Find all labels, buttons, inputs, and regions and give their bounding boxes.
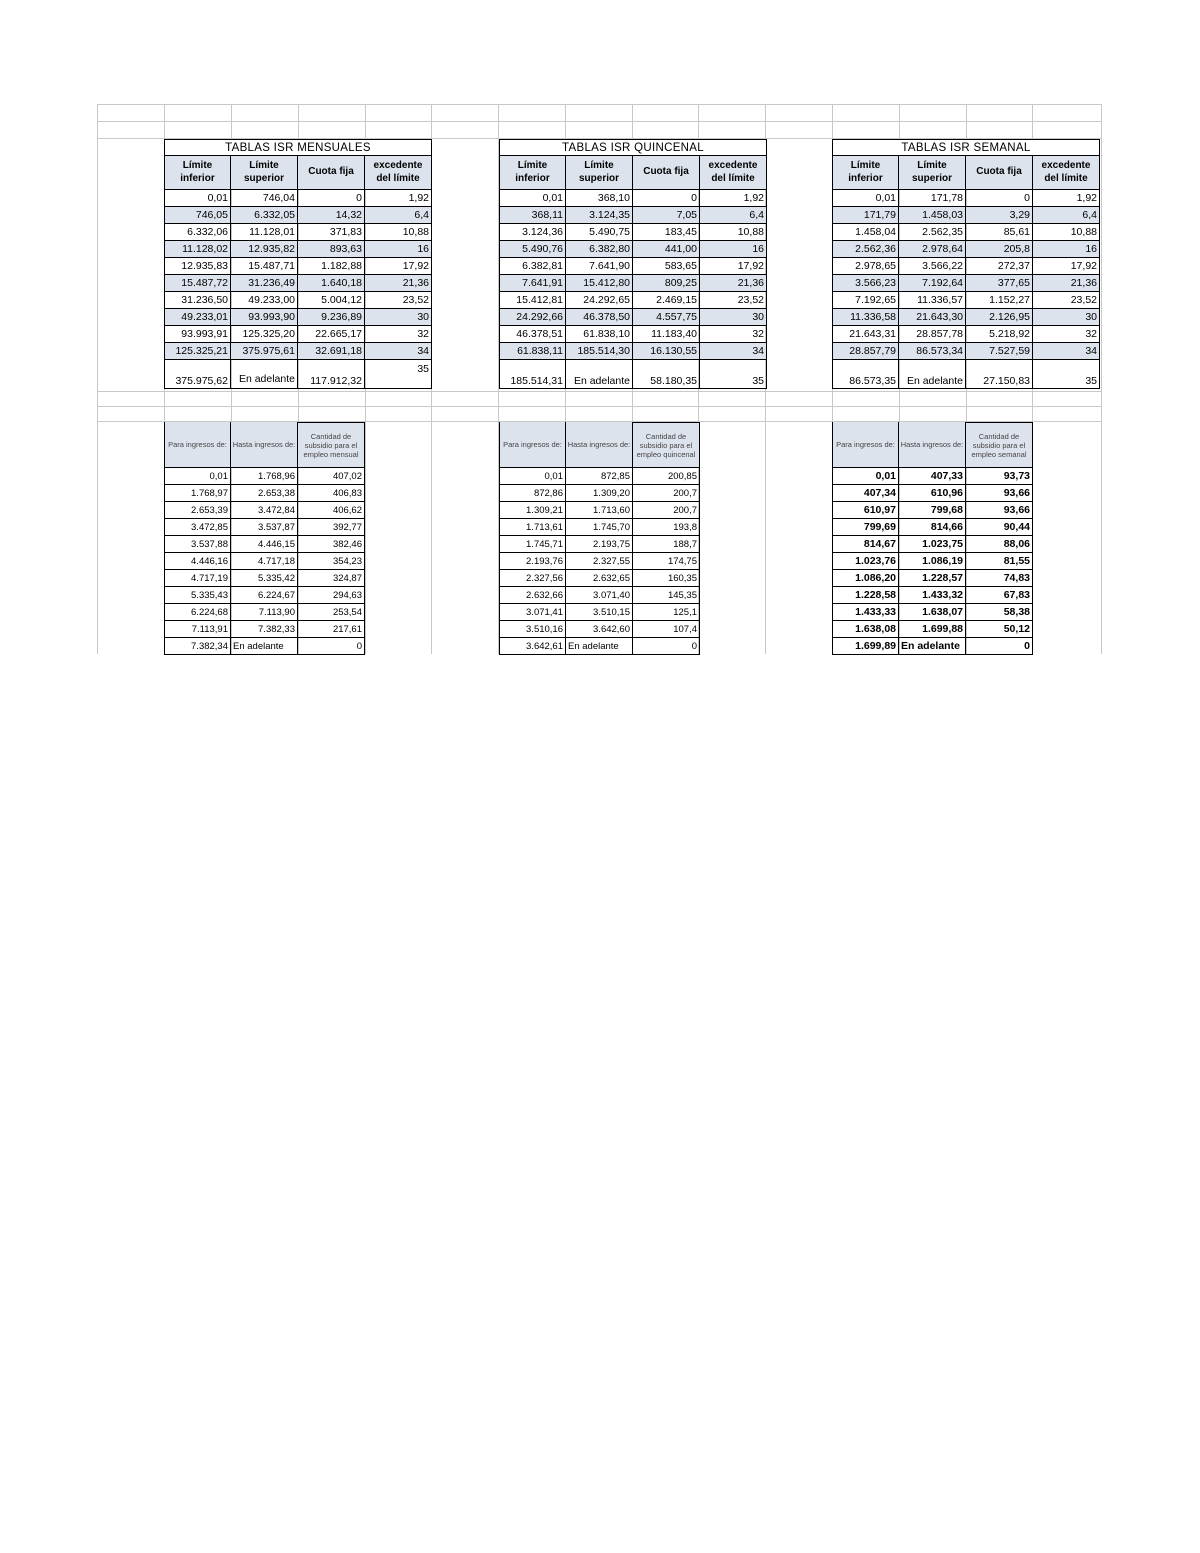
isr-data-cell: 15.412,80 (566, 275, 633, 292)
isr-data-cell: 61.838,10 (566, 326, 633, 343)
subsidy-data-cell: 1.768,96 (231, 468, 298, 485)
subsidy-data-cell: 1.086,20 (832, 570, 899, 587)
isr-header-cell: excedente del límite (365, 156, 432, 190)
subsidy-data-cell: 0 (298, 638, 365, 655)
subsidy-data-cell: 1.745,71 (499, 536, 566, 553)
subsidy-data-cell: 1.228,57 (899, 570, 966, 587)
isr-data-cell: 0,01 (499, 190, 566, 207)
isr-data-cell: 205,8 (966, 241, 1033, 258)
isr-data-cell: 7,05 (633, 207, 700, 224)
subsidy-header-cell: Cantidad de subsidio para el empleo quincenal (633, 422, 700, 468)
subsidy-data-cell: 0 (966, 638, 1033, 655)
subsidy-data-cell: 1.228,58 (832, 587, 899, 604)
subsidy-data-cell: 174,75 (633, 553, 700, 570)
isr-header-cell: Cuota fija (633, 156, 700, 190)
subsidy-data-cell: 3.071,41 (499, 604, 566, 621)
isr-header-cell: Límite superior (231, 156, 298, 190)
subsidy-data-cell: 406,62 (298, 502, 365, 519)
isr-data-cell: 6,4 (365, 207, 432, 224)
isr-data-cell: 17,92 (1033, 258, 1100, 275)
subsidy-data-cell: 2.632,65 (566, 570, 633, 587)
isr-data-cell: 34 (1033, 343, 1100, 360)
subsidy-data-cell: 193,8 (633, 519, 700, 536)
subsidy-data-cell: 217,61 (298, 621, 365, 638)
isr-data-cell: 11.336,58 (832, 309, 899, 326)
gridline (97, 121, 1101, 122)
isr-header-cell: excedente del límite (1033, 156, 1100, 190)
subsidy-data-cell: 2.327,56 (499, 570, 566, 587)
subsidy-data-cell: 4.717,19 (164, 570, 231, 587)
subsidy-data-cell: 1.433,32 (899, 587, 966, 604)
subsidy-data-cell: 67,83 (966, 587, 1033, 604)
isr-data-cell: 17,92 (365, 258, 432, 275)
isr-data-cell: 7.192,65 (832, 292, 899, 309)
isr-data-cell: 2.978,65 (832, 258, 899, 275)
isr-data-cell: 27.150,83 (966, 360, 1033, 389)
subsidy-data-cell: 3.642,60 (566, 621, 633, 638)
subsidy-data-cell: 3.510,15 (566, 604, 633, 621)
subsidy-data-cell: 3.510,16 (499, 621, 566, 638)
isr-header-cell: Cuota fija (298, 156, 365, 190)
subsidy-data-cell: 81,55 (966, 553, 1033, 570)
isr-data-cell: 0 (966, 190, 1033, 207)
subsidy-data-cell: 872,86 (499, 485, 566, 502)
isr-data-cell: 2.562,36 (832, 241, 899, 258)
isr-data-cell: 185.514,30 (566, 343, 633, 360)
isr-data-cell: 117.912,32 (298, 360, 365, 389)
subsidy-data-cell: 93,73 (966, 468, 1033, 485)
isr-data-cell: 893,63 (298, 241, 365, 258)
subsidy-data-cell: 799,69 (832, 519, 899, 536)
subsidy-data-cell: 610,96 (899, 485, 966, 502)
isr-data-cell: 30 (700, 309, 767, 326)
isr-data-cell: 15.487,72 (164, 275, 231, 292)
isr-data-cell: 15.412,81 (499, 292, 566, 309)
subsidy-data-cell: 74,83 (966, 570, 1033, 587)
subsidy-data-cell: 7.113,90 (231, 604, 298, 621)
subsidy-data-cell: 88,06 (966, 536, 1033, 553)
subsidy-data-cell: 1.699,88 (899, 621, 966, 638)
spreadsheet-sheet (97, 104, 1101, 654)
isr-data-cell: 7.641,91 (499, 275, 566, 292)
isr-data-cell: 183,45 (633, 224, 700, 241)
subsidy-header-cell: Hasta ingresos de: (899, 422, 966, 468)
subsidy-data-cell: 1.745,70 (566, 519, 633, 536)
isr-data-cell: 1,92 (365, 190, 432, 207)
subsidy-data-cell: En adelante (566, 638, 633, 655)
subsidy-data-cell: 145,35 (633, 587, 700, 604)
isr-data-cell: 93.993,91 (164, 326, 231, 343)
isr-data-cell: 31.236,49 (231, 275, 298, 292)
subsidy-data-cell: 160,35 (633, 570, 700, 587)
isr-data-cell: 3.566,23 (832, 275, 899, 292)
subsidy-data-cell: 2.327,55 (566, 553, 633, 570)
subsidy-data-cell: 1.433,33 (832, 604, 899, 621)
subsidy-data-cell: 324,87 (298, 570, 365, 587)
subsidy-data-cell: 2.193,76 (499, 553, 566, 570)
subsidy-data-cell: 125,1 (633, 604, 700, 621)
subsidy-data-cell: 4.717,18 (231, 553, 298, 570)
isr-data-cell: 11.183,40 (633, 326, 700, 343)
isr-data-cell: 5.490,76 (499, 241, 566, 258)
gridline (97, 104, 98, 654)
isr-data-cell: 24.292,65 (566, 292, 633, 309)
isr-data-cell: 21,36 (365, 275, 432, 292)
isr-data-cell: 368,10 (566, 190, 633, 207)
isr-data-cell: 32 (700, 326, 767, 343)
subsidy-data-cell: 610,97 (832, 502, 899, 519)
subsidy-data-cell: 6.224,67 (231, 587, 298, 604)
subsidy-data-cell: 3.537,88 (164, 536, 231, 553)
isr-data-cell: 34 (365, 343, 432, 360)
subsidy-data-cell: 407,34 (832, 485, 899, 502)
isr-data-cell: 746,04 (231, 190, 298, 207)
isr-data-cell: 17,92 (700, 258, 767, 275)
isr-data-cell: 272,37 (966, 258, 1033, 275)
isr-data-cell: 10,88 (365, 224, 432, 241)
subsidy-data-cell: 2.632,66 (499, 587, 566, 604)
subsidy-data-cell: 872,85 (566, 468, 633, 485)
subsidy-data-cell: 3.472,85 (164, 519, 231, 536)
isr-data-cell: 7.192,64 (899, 275, 966, 292)
subsidy-header-cell: Hasta ingresos de: (231, 422, 298, 468)
subsidy-data-cell: 7.113,91 (164, 621, 231, 638)
subsidy-data-cell: 407,33 (899, 468, 966, 485)
isr-data-cell: 377,65 (966, 275, 1033, 292)
subsidy-data-cell: 1.638,07 (899, 604, 966, 621)
isr-data-cell: 1.640,18 (298, 275, 365, 292)
isr-data-cell: 5.218,92 (966, 326, 1033, 343)
subsidy-data-cell: 1.309,20 (566, 485, 633, 502)
subsidy-header-cell: Cantidad de subsidio para el empleo semanal (966, 422, 1033, 468)
isr-data-cell: 125.325,20 (231, 326, 298, 343)
subsidy-header-cell: Para ingresos de: (164, 422, 231, 468)
subsidy-data-cell: 1.086,19 (899, 553, 966, 570)
subsidy-data-cell: 1.768,97 (164, 485, 231, 502)
isr-data-cell: 23,52 (1033, 292, 1100, 309)
isr-data-cell: 49.233,00 (231, 292, 298, 309)
subsidy-data-cell: 3.071,40 (566, 587, 633, 604)
subsidy-data-cell: 0,01 (499, 468, 566, 485)
subsidy-data-cell: 4.446,16 (164, 553, 231, 570)
subsidy-data-cell: 294,63 (298, 587, 365, 604)
isr-data-cell: 371,83 (298, 224, 365, 241)
isr-data-cell: 14,32 (298, 207, 365, 224)
isr-data-cell: 2.978,64 (899, 241, 966, 258)
isr-data-cell: 375.975,61 (231, 343, 298, 360)
isr-data-cell: 3.566,22 (899, 258, 966, 275)
subsidy-data-cell: 2.653,38 (231, 485, 298, 502)
isr-data-cell: En adelante (899, 360, 966, 389)
subsidy-data-cell: 200,85 (633, 468, 700, 485)
isr-data-cell: 809,25 (633, 275, 700, 292)
subsidy-data-cell: 406,83 (298, 485, 365, 502)
isr-data-cell: 441,00 (633, 241, 700, 258)
isr-header-cell: Límite superior (899, 156, 966, 190)
subsidy-data-cell: 90,44 (966, 519, 1033, 536)
isr-table-title: TABLAS ISR QUINCENAL (499, 139, 767, 156)
isr-table-title: TABLAS ISR MENSUALES (164, 139, 432, 156)
subsidy-data-cell: 814,66 (899, 519, 966, 536)
subsidy-header-cell: Para ingresos de: (832, 422, 899, 468)
subsidy-data-cell: 799,68 (899, 502, 966, 519)
isr-data-cell: 16.130,55 (633, 343, 700, 360)
subsidy-data-cell: 1.309,21 (499, 502, 566, 519)
isr-data-cell: 46.378,51 (499, 326, 566, 343)
isr-data-cell: En adelante (231, 360, 298, 389)
gridline (97, 391, 1101, 392)
isr-data-cell: 34 (700, 343, 767, 360)
isr-data-cell: 10,88 (1033, 224, 1100, 241)
isr-data-cell: 2.469,15 (633, 292, 700, 309)
subsidy-data-cell: 107,4 (633, 621, 700, 638)
isr-data-cell: 16 (1033, 241, 1100, 258)
isr-data-cell: 171,78 (899, 190, 966, 207)
isr-data-cell: 583,65 (633, 258, 700, 275)
isr-data-cell: 30 (365, 309, 432, 326)
isr-header-cell: Límite superior (566, 156, 633, 190)
isr-data-cell: 86.573,34 (899, 343, 966, 360)
isr-data-cell: 35 (700, 360, 767, 389)
subsidy-data-cell: 4.446,15 (231, 536, 298, 553)
subsidy-data-cell: 5.335,42 (231, 570, 298, 587)
isr-data-cell: 6,4 (700, 207, 767, 224)
isr-data-cell: 9.236,89 (298, 309, 365, 326)
isr-header-cell: Límite inferior (164, 156, 231, 190)
isr-data-cell: 5.004,12 (298, 292, 365, 309)
isr-data-cell: 7.641,90 (566, 258, 633, 275)
isr-data-cell: 6,4 (1033, 207, 1100, 224)
subsidy-data-cell: 5.335,43 (164, 587, 231, 604)
subsidy-data-cell: 1.638,08 (832, 621, 899, 638)
isr-data-cell: 3.124,35 (566, 207, 633, 224)
subsidy-data-cell: 814,67 (832, 536, 899, 553)
isr-data-cell: 21.643,30 (899, 309, 966, 326)
isr-data-cell: 10,88 (700, 224, 767, 241)
isr-data-cell: 61.838,11 (499, 343, 566, 360)
isr-data-cell: 35 (365, 360, 432, 389)
isr-data-cell: 171,79 (832, 207, 899, 224)
isr-data-cell: 11.128,01 (231, 224, 298, 241)
isr-data-cell: 31.236,50 (164, 292, 231, 309)
isr-data-cell: 1,92 (700, 190, 767, 207)
isr-data-cell: 32 (365, 326, 432, 343)
isr-data-cell: 0,01 (164, 190, 231, 207)
isr-data-cell: 23,52 (365, 292, 432, 309)
subsidy-header-cell: Hasta ingresos de: (566, 422, 633, 468)
isr-data-cell: 30 (1033, 309, 1100, 326)
subsidy-data-cell: 7.382,33 (231, 621, 298, 638)
subsidy-data-cell: 0,01 (832, 468, 899, 485)
isr-data-cell: 49.233,01 (164, 309, 231, 326)
subsidy-header-cell: Para ingresos de: (499, 422, 566, 468)
isr-data-cell: 1.182,88 (298, 258, 365, 275)
isr-data-cell: 22.665,17 (298, 326, 365, 343)
subsidy-data-cell: 2.193,75 (566, 536, 633, 553)
isr-data-cell: 5.490,75 (566, 224, 633, 241)
subsidy-data-cell: En adelante (899, 638, 966, 655)
isr-data-cell: 1.152,27 (966, 292, 1033, 309)
subsidy-data-cell: 3.472,84 (231, 502, 298, 519)
subsidy-data-cell: 0 (633, 638, 700, 655)
subsidy-data-cell: 200,7 (633, 502, 700, 519)
isr-data-cell: 28.857,78 (899, 326, 966, 343)
isr-data-cell: 21,36 (700, 275, 767, 292)
isr-data-cell: 1,92 (1033, 190, 1100, 207)
subsidy-data-cell: 3.642,61 (499, 638, 566, 655)
isr-header-cell: Límite inferior (832, 156, 899, 190)
isr-data-cell: 12.935,83 (164, 258, 231, 275)
subsidy-data-cell: 382,46 (298, 536, 365, 553)
gridline (1101, 104, 1102, 654)
isr-data-cell: 16 (365, 241, 432, 258)
isr-data-cell: 86.573,35 (832, 360, 899, 389)
isr-data-cell: 375.975,62 (164, 360, 231, 389)
isr-data-cell: 1.458,04 (832, 224, 899, 241)
subsidy-data-cell: 200,7 (633, 485, 700, 502)
isr-data-cell: 93.993,90 (231, 309, 298, 326)
isr-data-cell: 58.180,35 (633, 360, 700, 389)
subsidy-data-cell: 2.653,39 (164, 502, 231, 519)
isr-data-cell: 3,29 (966, 207, 1033, 224)
subsidy-data-cell: 253,54 (298, 604, 365, 621)
isr-data-cell: 46.378,50 (566, 309, 633, 326)
isr-data-cell: 21.643,31 (832, 326, 899, 343)
isr-data-cell: 32 (1033, 326, 1100, 343)
isr-header-cell: Cuota fija (966, 156, 1033, 190)
subsidy-data-cell: 1.023,75 (899, 536, 966, 553)
isr-data-cell: 11.128,02 (164, 241, 231, 258)
isr-data-cell: 2.562,35 (899, 224, 966, 241)
isr-header-cell: Límite inferior (499, 156, 566, 190)
isr-data-cell: 0 (298, 190, 365, 207)
subsidy-data-cell: 93,66 (966, 502, 1033, 519)
isr-data-cell: 6.332,06 (164, 224, 231, 241)
isr-data-cell: 11.336,57 (899, 292, 966, 309)
isr-data-cell: 6.382,81 (499, 258, 566, 275)
subsidy-data-cell: 1.699,89 (832, 638, 899, 655)
isr-data-cell: En adelante (566, 360, 633, 389)
isr-data-cell: 35 (1033, 360, 1100, 389)
gridline (97, 406, 1101, 407)
isr-data-cell: 85,61 (966, 224, 1033, 241)
isr-data-cell: 368,11 (499, 207, 566, 224)
subsidy-data-cell: 407,02 (298, 468, 365, 485)
isr-data-cell: 0,01 (832, 190, 899, 207)
subsidy-data-cell: 93,66 (966, 485, 1033, 502)
isr-data-cell: 21,36 (1033, 275, 1100, 292)
subsidy-data-cell: 1.023,76 (832, 553, 899, 570)
isr-data-cell: 3.124,36 (499, 224, 566, 241)
subsidy-data-cell: 1.713,60 (566, 502, 633, 519)
isr-data-cell: 4.557,75 (633, 309, 700, 326)
isr-data-cell: 125.325,21 (164, 343, 231, 360)
isr-data-cell: 32.691,18 (298, 343, 365, 360)
isr-data-cell: 1.458,03 (899, 207, 966, 224)
subsidy-data-cell: 392,77 (298, 519, 365, 536)
isr-data-cell: 6.382,80 (566, 241, 633, 258)
isr-data-cell: 2.126,95 (966, 309, 1033, 326)
isr-table-title: TABLAS ISR SEMANAL (832, 139, 1100, 156)
isr-data-cell: 0 (633, 190, 700, 207)
subsidy-header-cell: Cantidad de subsidio para el empleo mensual (298, 422, 365, 468)
isr-header-cell: excedente del límite (700, 156, 767, 190)
subsidy-data-cell: 0,01 (164, 468, 231, 485)
subsidy-data-cell: 6.224,68 (164, 604, 231, 621)
isr-data-cell: 24.292,66 (499, 309, 566, 326)
subsidy-data-cell: 58,38 (966, 604, 1033, 621)
gridline (97, 104, 1101, 105)
subsidy-data-cell: 354,23 (298, 553, 365, 570)
subsidy-data-cell: 3.537,87 (231, 519, 298, 536)
isr-data-cell: 12.935,82 (231, 241, 298, 258)
isr-data-cell: 7.527,59 (966, 343, 1033, 360)
subsidy-data-cell: 1.713,61 (499, 519, 566, 536)
isr-data-cell: 23,52 (700, 292, 767, 309)
subsidy-data-cell: En adelante (231, 638, 298, 655)
isr-data-cell: 15.487,71 (231, 258, 298, 275)
isr-data-cell: 746,05 (164, 207, 231, 224)
isr-data-cell: 16 (700, 241, 767, 258)
subsidy-data-cell: 50,12 (966, 621, 1033, 638)
subsidy-data-cell: 188,7 (633, 536, 700, 553)
isr-data-cell: 28.857,79 (832, 343, 899, 360)
subsidy-data-cell: 7.382,34 (164, 638, 231, 655)
isr-data-cell: 185.514,31 (499, 360, 566, 389)
isr-data-cell: 6.332,05 (231, 207, 298, 224)
